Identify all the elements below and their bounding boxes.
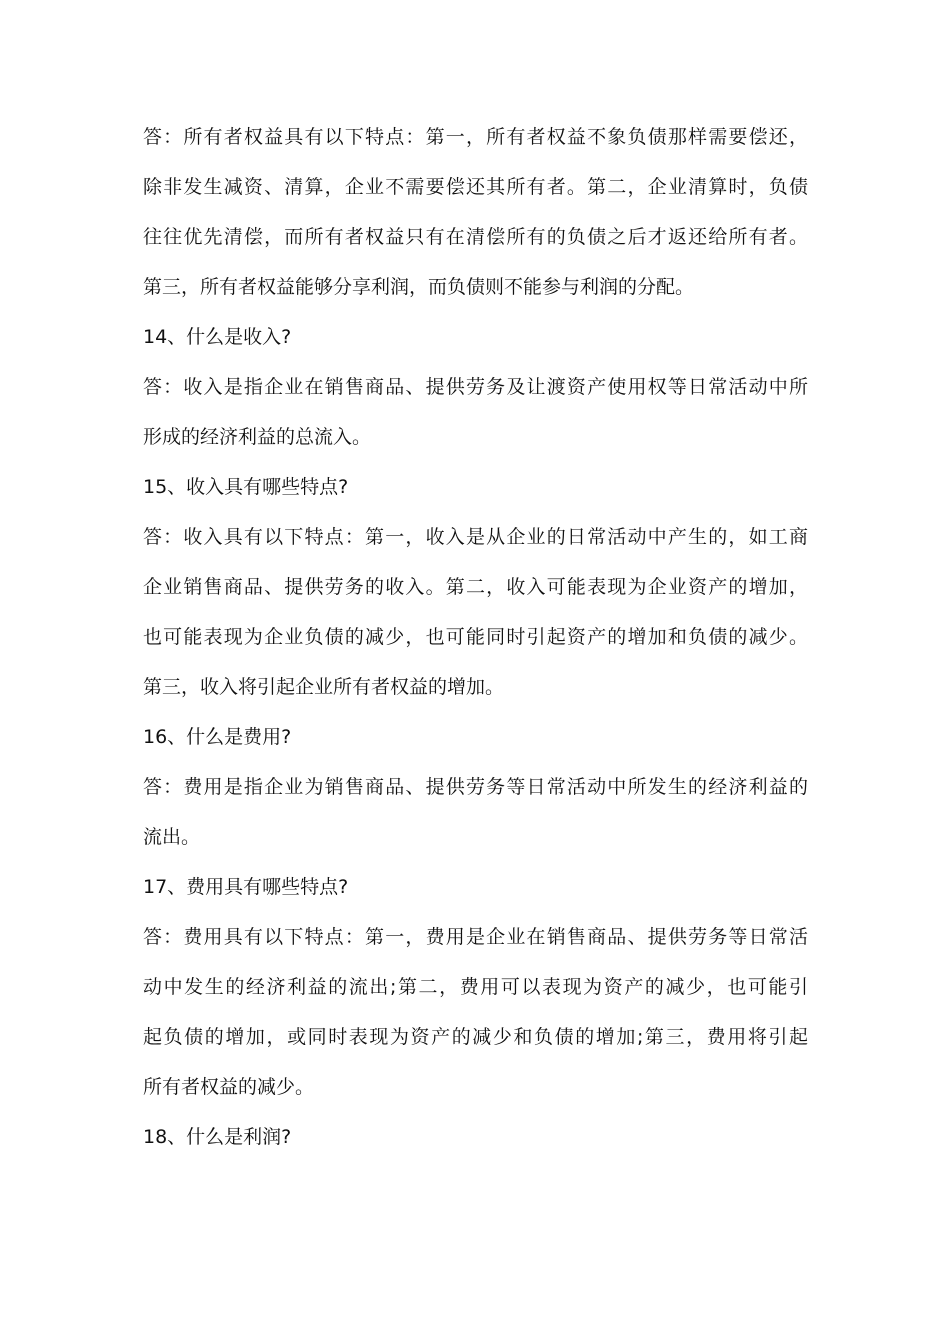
text-line: 答：收入是指企业在销售商品、提供劳务及让渡资产使用权等日常活动中所 — [143, 376, 808, 398]
text-line: 答：收入具有以下特点：第一，收入是从企业的日常活动中产生的，如工商 — [143, 526, 808, 548]
question-heading: 14、什么是收入? — [143, 326, 292, 348]
question-heading: 15、收入具有哪些特点? — [143, 476, 349, 498]
question-heading: 16、什么是费用? — [143, 726, 292, 748]
text-line: 答：费用是指企业为销售商品、提供劳务等日常活动中所发生的经济利益的 — [143, 776, 808, 798]
text-line: 企业销售商品、提供劳务的收入。第二，收入可能表现为企业资产的增加， — [143, 576, 808, 598]
question-heading: 18、什么是利润? — [143, 1126, 292, 1148]
text-line: 形成的经济利益的总流入。 — [143, 426, 372, 448]
text-line: 答：费用具有以下特点：第一，费用是企业在销售商品、提供劳务等日常活 — [143, 926, 808, 948]
text-line: 第三，收入将引起企业所有者权益的增加。 — [143, 676, 505, 698]
text-line: 答：所有者权益具有以下特点：第一，所有者权益不象负债那样需要偿还， — [143, 126, 808, 148]
text-line: 除非发生减资、清算，企业不需要偿还其所有者。第二，企业清算时，负债 — [143, 176, 808, 198]
text-line: 往往优先清偿，而所有者权益只有在清偿所有的负债之后才返还给所有者。 — [143, 226, 808, 248]
question-heading: 17、费用具有哪些特点? — [143, 876, 349, 898]
text-line: 起负债的增加，或同时表现为资产的减少和负债的增加;第三，费用将引起 — [143, 1026, 808, 1048]
text-line: 动中发生的经济利益的流出;第二，费用可以表现为资产的减少，也可能引 — [143, 976, 808, 998]
document-body — [143, 112, 808, 1162]
text-line: 所有者权益的减少。 — [143, 1076, 315, 1098]
text-line: 流出。 — [143, 826, 201, 848]
text-line: 第三，所有者权益能够分享利润，而负债则不能参与利润的分配。 — [143, 276, 695, 298]
text-line: 也可能表现为企业负债的减少，也可能同时引起资产的增加和负债的减少。 — [143, 626, 808, 648]
